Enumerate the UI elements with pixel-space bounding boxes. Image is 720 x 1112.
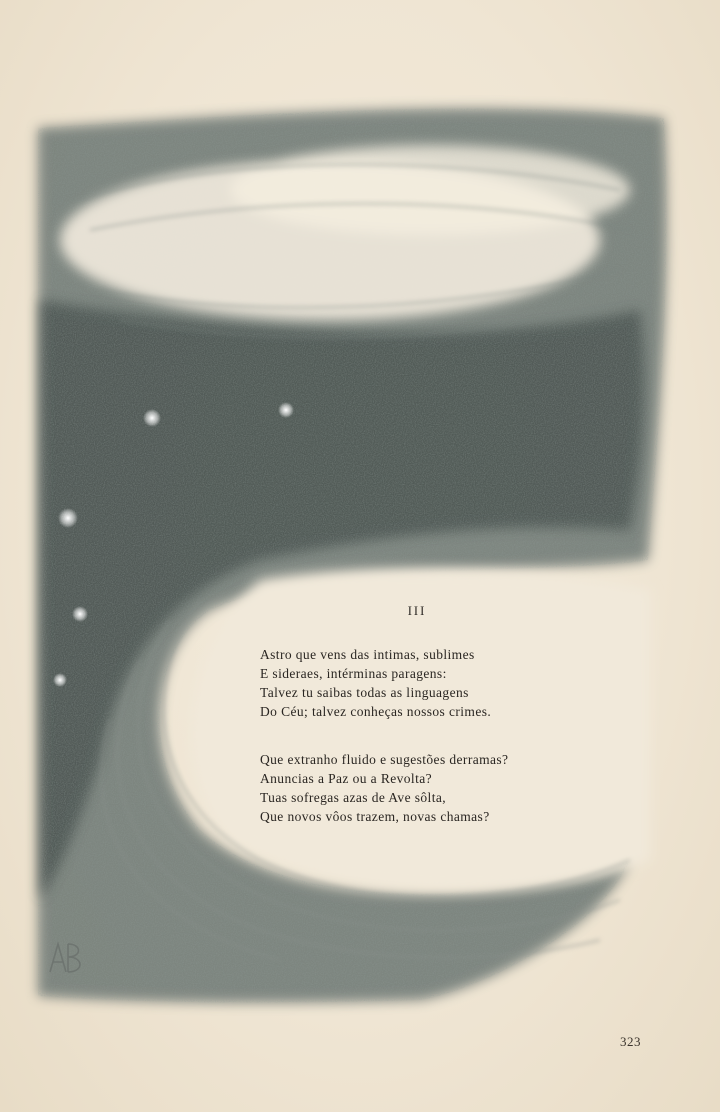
section-number: III xyxy=(407,604,427,618)
poem-line: Anuncias a Paz ou a Revolta? xyxy=(260,771,433,786)
poem-line: Do Céu; talvez conheças nossos crimes. xyxy=(260,704,492,719)
poem-line: Tuas sofregas azas de Ave sôlta, xyxy=(260,790,447,805)
poem-line: Talvez tu saibas todas as linguagens xyxy=(260,685,469,700)
poem-line: E sideraes, intérminas paragens: xyxy=(260,666,447,681)
stanza-1 xyxy=(260,645,491,721)
poem-line: Que novos vôos trazem, novas chamas? xyxy=(260,809,490,824)
star xyxy=(278,402,294,418)
star xyxy=(143,409,161,427)
star xyxy=(58,508,78,528)
stanza-2 xyxy=(260,750,508,826)
poem-line: Que extranho fluido e sugestões derramas? xyxy=(260,752,509,767)
page-number: 323 xyxy=(620,1034,641,1049)
star xyxy=(53,673,67,687)
poem-line: Astro que vens das intimas, sublimes xyxy=(260,647,475,662)
star xyxy=(72,606,88,622)
